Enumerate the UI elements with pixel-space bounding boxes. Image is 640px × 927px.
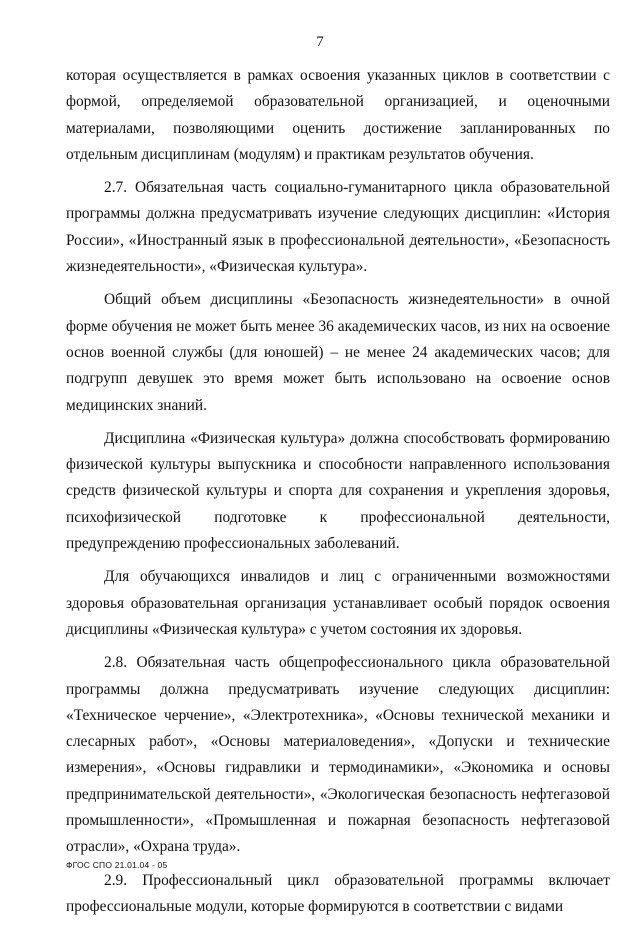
paragraph-life-safety-volume: Общий объем дисциплины «Безопасность жизнедеятельности» в очной форме обучения не может быть менее 36 академических часов, из них на освоение основ военной службы (для юношей) – не менее 24 академических часов; для подгрупп девушек это время может быть использовано на освоение основ медицинских знаний. [66, 291, 610, 414]
page-number: 7 [316, 34, 324, 50]
paragraph-disabled-students: Для обучающихся инвалидов и лиц с ограниченными возможностями здоровья образовательная организация устанавливает особый порядок освоения дисциплины «Физическая культура» с учетом состояния их здоровья. [66, 568, 610, 638]
paragraph-2-8: 2.8. Обязательная часть общепрофессионального цикла образовательной программы должна предусматривать изучение следующих дисциплин: «Техническое черчение», «Электротехника», «Основы технической механики и слесарных работ», «Основы материаловедения», «Допуски и технические измерения», «Основы гидравлики и термодинамики», «Экономика и основы предпринимательской деятельности», «Экологическая безопасность нефтегазовой промышленности», «Промышленная и пожарная безопасность нефтегазовой отрасли», «Охрана труда». [66, 654, 610, 856]
paragraph-physical-culture: Дисциплина «Физическая культура» должна способствовать формированию физической культуры выпускника и способности направленного использования средств физической культуры и спорта для сохранения и укрепления здоровья, психофизической подготовке к профессиональной деятельности, предупреждению профессиональных заболеваний. [66, 429, 610, 553]
paragraph-2-7: 2.7. Обязательная часть социально-гуманитарного цикла образовательной программы должна предусматривать изучение следующих дисциплин: «История России», «Иностранный язык в профессиональной деятельности», «Безопасность жизнедеятельности», «Физическая культура». [66, 179, 610, 276]
document-body [66, 63, 610, 927]
paragraph-continuation: которая осуществляется в рамках освоения указанных циклов в соответствии с формой, определяемой образовательной организацией, и оценочными материалами, позволяющими оценить достижение запланированных по отдельным дисциплинам (модулям) и практикам результатов обучения. [66, 67, 610, 163]
document-footer: ФГОС СПО 21.01.04 - 05 [66, 860, 168, 870]
paragraph-2-9: 2.9. Профессиональный цикл образовательной программы включает профессиональные модули, которые формируются в соответствии с видами [66, 871, 610, 915]
